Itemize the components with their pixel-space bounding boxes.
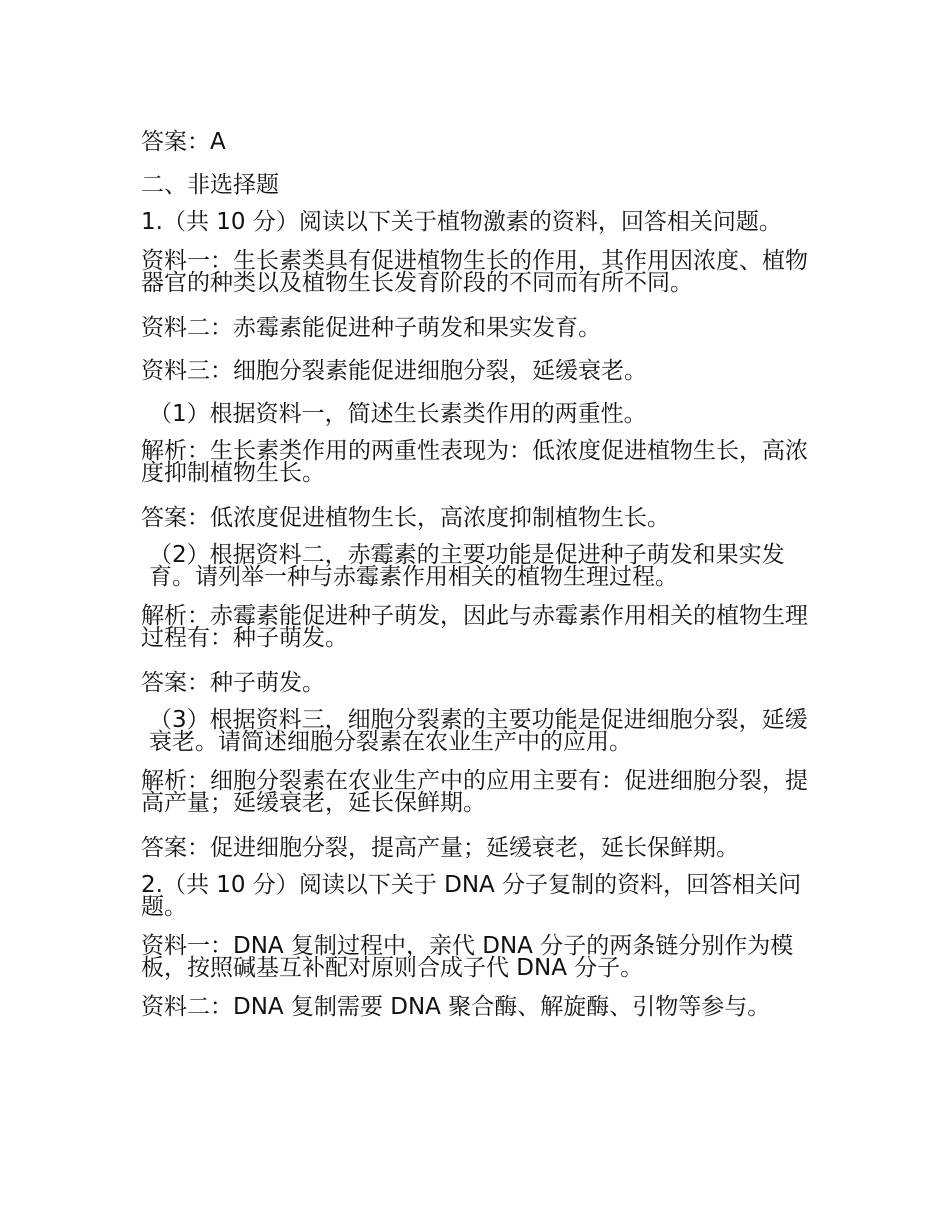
analysis-3: 解析：细胞分裂素在农业生产中的应用主要有：促进细胞分裂，提高产量；延缓衰老，延长保鲜期。 [141, 768, 808, 816]
analysis-2: 解析：赤霉素能促进种子萌发，因此与赤霉素作用相关的植物生理过程有：种子萌发。 [141, 603, 808, 651]
sub-question-3: （3）根据资料三，细胞分裂素的主要功能是促进细胞分裂，延缓衰老。请简述细胞分裂素在农业生产中的应用。 [149, 707, 808, 755]
section-heading: 二、非选择题 [141, 172, 279, 198]
sub-question-2: （2）根据资料二，赤霉素的主要功能是促进种子萌发和果实发育。请列举一种与赤霉素作用相关的植物生理过程。 [149, 542, 785, 590]
material-1: 资料一：生长素类具有促进植物生长的作用，其作用因浓度、植物器官的种类以及植物生长发育阶段的不同而有所不同。 [141, 248, 808, 296]
material-2: 资料二：赤霉素能促进种子萌发和果实发育。 [141, 315, 601, 341]
answer-1: 答案：低浓度促进植物生长，高浓度抑制植物生长。 [141, 505, 670, 531]
sub-question-1: （1）根据资料一，简述生长素类作用的两重性。 [149, 401, 647, 427]
answer-2: 答案：种子萌发。 [141, 670, 325, 696]
answer-line: 答案：A [141, 129, 226, 155]
answer-3: 答案：促进细胞分裂，提高产量；延缓衰老，延长保鲜期。 [141, 835, 739, 861]
question-1-stem: 1.（共 10 分）阅读以下关于植物激素的资料，回答相关问题。 [141, 209, 782, 235]
document-body [141, 125, 816, 1035]
material-dna-1: 资料一：DNA 复制过程中，亲代 DNA 分子的两条链分别作为模板，按照碱基互补配对原则合成子代 DNA 分子。 [141, 933, 794, 981]
analysis-1: 解析：生长素类作用的两重性表现为：低浓度促进植物生长，高浓度抑制植物生长。 [141, 438, 808, 486]
material-3: 资料三：细胞分裂素能促进细胞分裂，延缓衰老。 [141, 358, 647, 384]
question-2-stem: 2.（共 10 分）阅读以下关于 DNA 分子复制的资料，回答相关问题。 [141, 872, 802, 920]
material-dna-2: 资料二：DNA 复制需要 DNA 聚合酶、解旋酶、引物等参与。 [141, 994, 771, 1020]
